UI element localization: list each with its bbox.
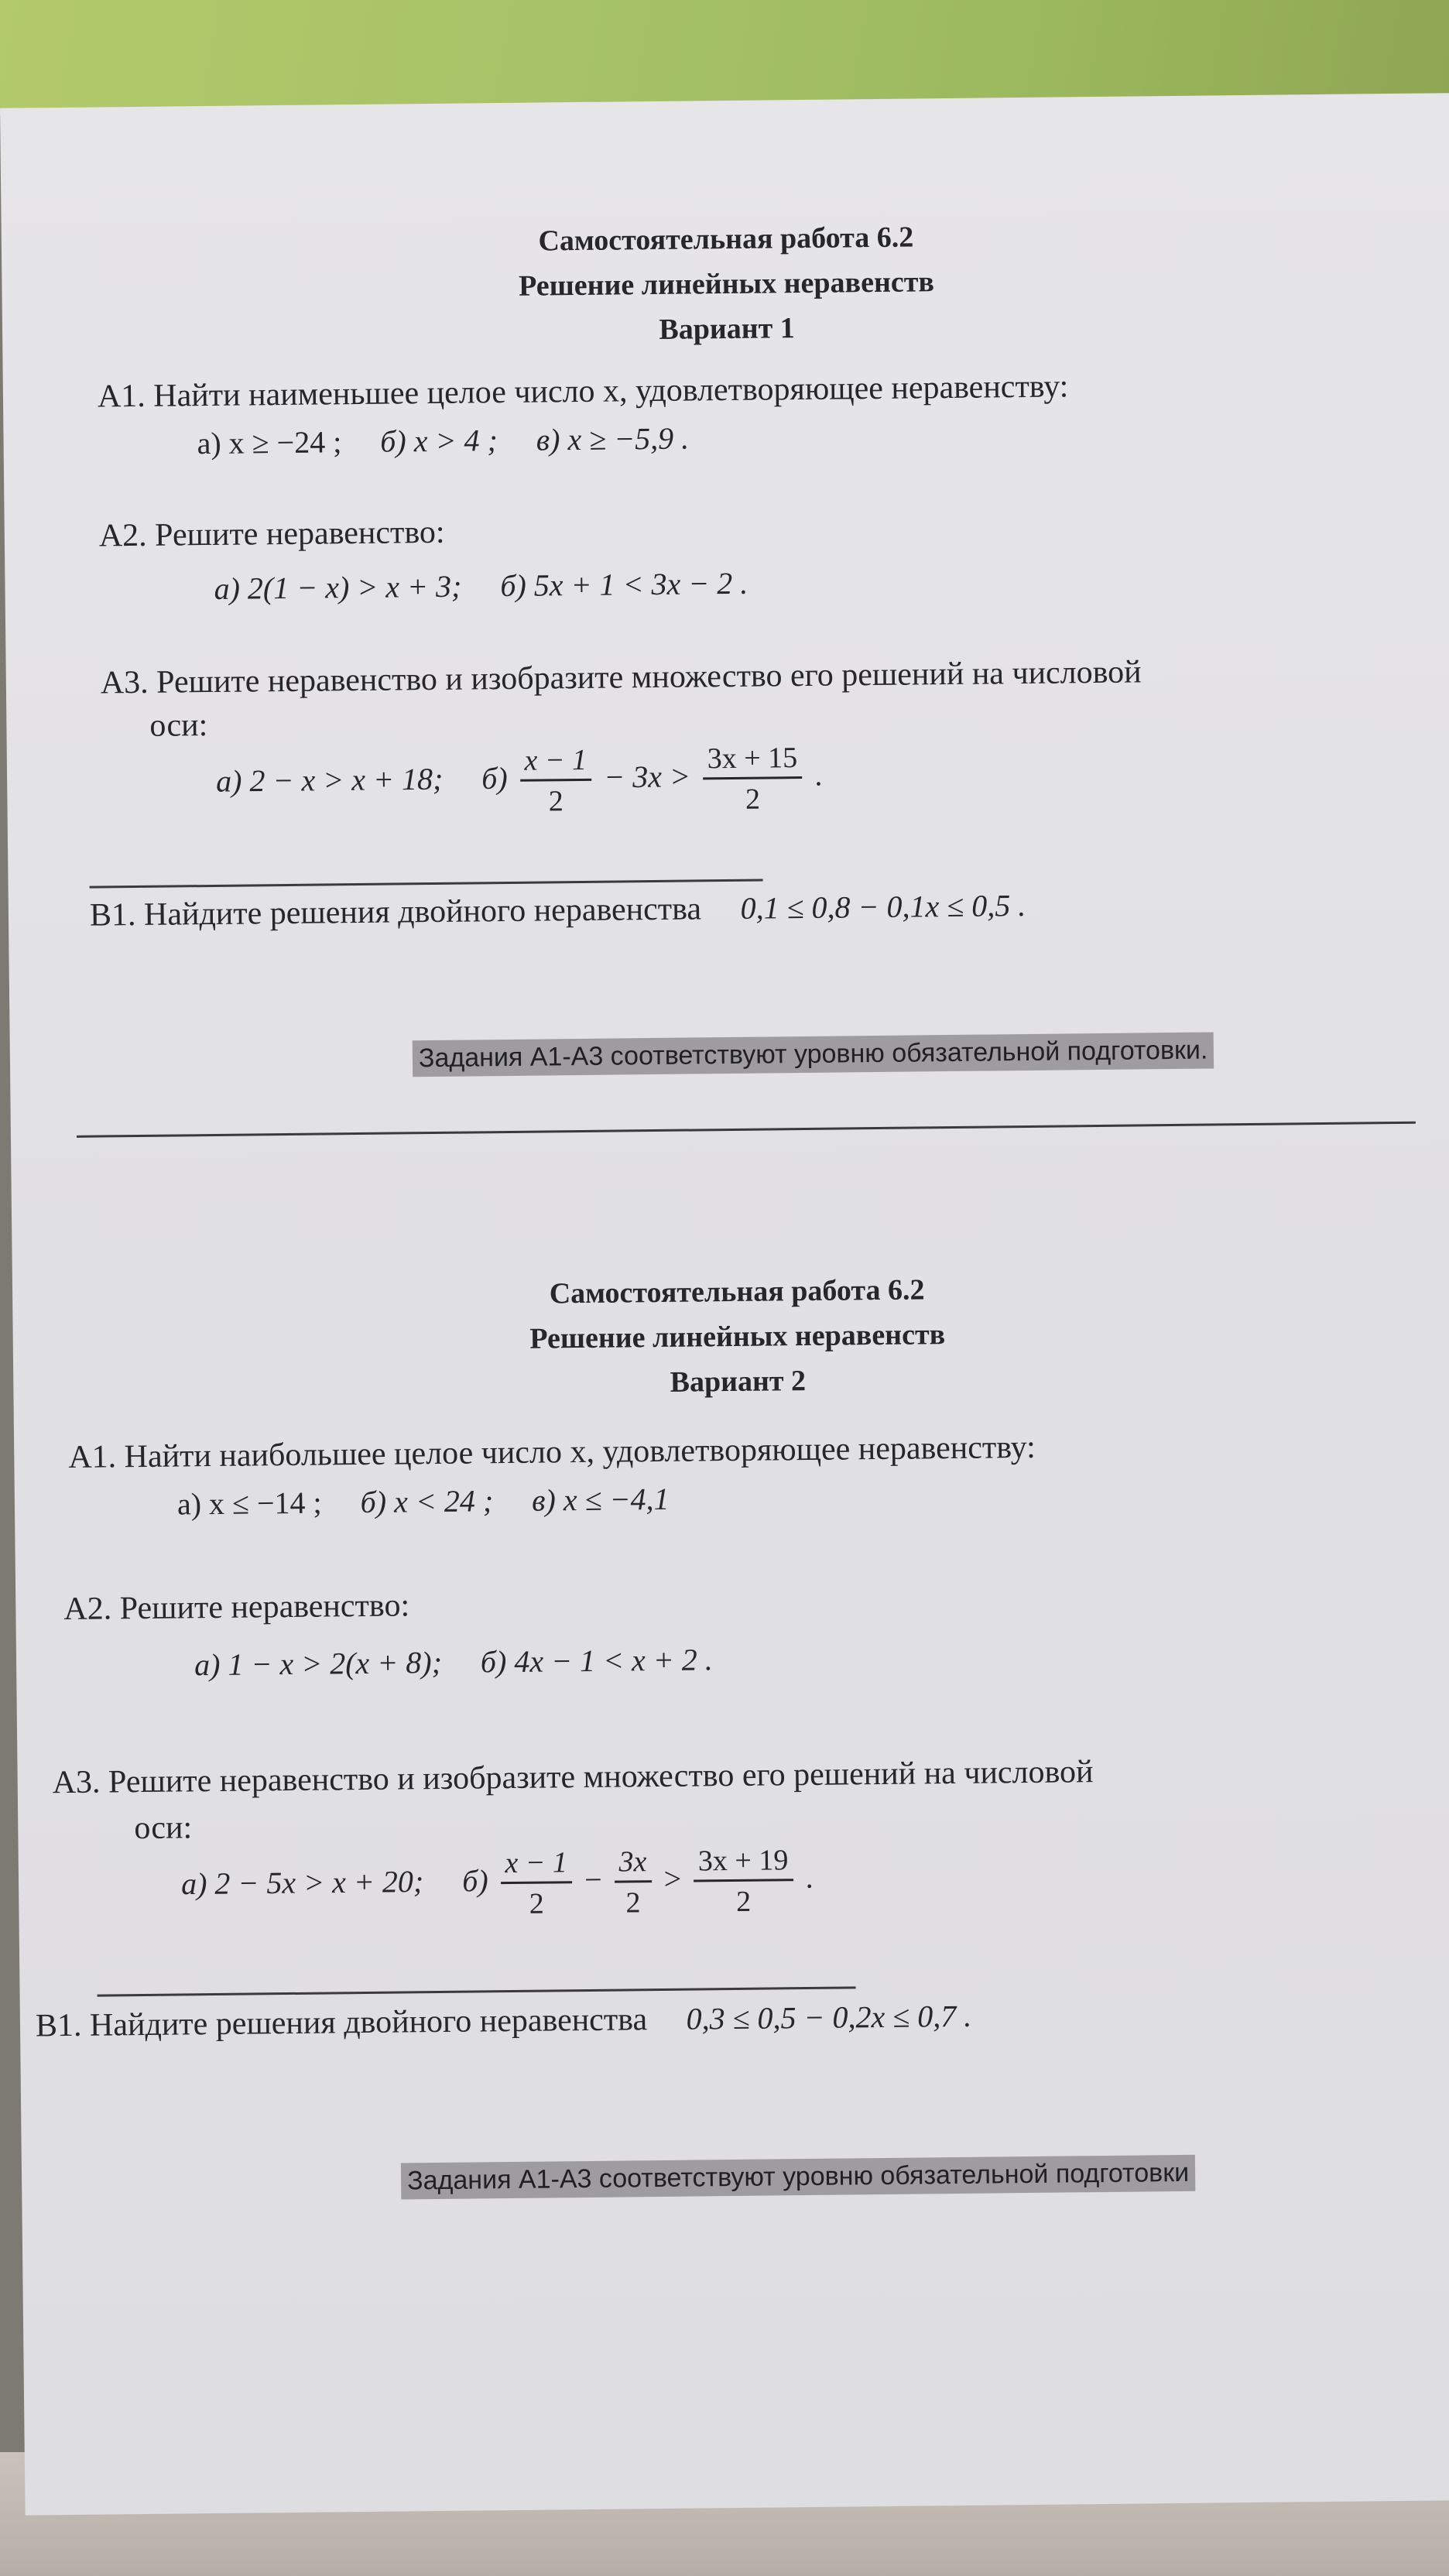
v1-a3-fraction-2	[703, 741, 803, 817]
v2-a3-gt: >	[663, 1861, 682, 1896]
v2-a3-frac3-den: 2	[735, 1885, 752, 1918]
variant-1-block	[2, 209, 1449, 1074]
v2-a3-text-2: оси:	[134, 1810, 193, 1847]
v1-a1-text: А1. Найти наименьшее целое число x, удовлетворяющее неравенству:	[97, 368, 1069, 415]
v2-a3-minus: −	[584, 1862, 602, 1897]
variant-2-header	[12, 1262, 1449, 1412]
v1-b1-expression: 0,1 ≤ 0,8 − 0,1x ≤ 0,5 .	[740, 887, 1026, 926]
v2-a1-option-b: б) x < 24 ;	[360, 1483, 494, 1520]
variant-2-number: Вариант 2	[670, 1364, 807, 1399]
v2-b1-text	[36, 1998, 972, 2045]
v1-a1-option-c: в) x ≥ −5,9 .	[536, 420, 690, 457]
v1-a3-fraction-1	[519, 743, 592, 819]
v1-a3-frac2-den: 2	[745, 783, 761, 816]
v1-a1-option-a: а) x ≥ −24 ;	[197, 424, 342, 461]
variant-2-title: Самостоятельная работа 6.2	[549, 1273, 925, 1310]
v1-a3-middle: − 3x >	[603, 759, 691, 795]
v2-a3-frac3-num: 3x + 19	[694, 1843, 793, 1882]
v2-a3-options	[181, 1843, 814, 1925]
v2-a3-fraction-3	[694, 1843, 793, 1919]
v2-note: Задания А1-А3 соответствуют уровню обязательной подготовки	[401, 2155, 1195, 2200]
v1-a3-frac2-num: 3x + 15	[703, 741, 803, 779]
v1-a3-frac1-num: x − 1	[519, 743, 591, 782]
v2-a3-text: А3. Решите неравенство и изобразите множество его решений на числовой	[52, 1754, 1094, 1801]
v2-a3-frac2-den: 2	[625, 1886, 641, 1920]
v2-a3-fraction-2	[614, 1845, 652, 1920]
v2-a1-option-c: в) x ≤ −4,1	[531, 1481, 670, 1518]
v2-a2-option-a: а) 1 − x > 2(x + 8);	[194, 1644, 443, 1683]
v1-a3-frac1-den: 2	[548, 785, 564, 818]
v1-b1-label: В1. Найдите решения двойного неравенства	[89, 891, 702, 933]
variant-2-subtitle: Решение линейных неравенств	[529, 1318, 946, 1355]
v1-a2-option-a: а) 2(1 − x) > x + 3;	[214, 568, 462, 606]
paper-sheet	[0, 93, 1449, 2515]
v2-a3-frac1-num: x − 1	[500, 1845, 572, 1884]
v1-b1-text	[90, 887, 1026, 934]
v2-a2-option-b: б) 4x − 1 < x + 2 .	[480, 1642, 714, 1680]
v1-a1-options	[197, 420, 689, 462]
variant-1-number: Вариант 1	[659, 312, 796, 346]
v2-a3-end: .	[805, 1859, 814, 1895]
variant-1-title: Самостоятельная работа 6.2	[538, 221, 914, 258]
v2-a1-options	[177, 1481, 670, 1523]
v1-a3-text: А3. Решите неравенство и изобразите множество его решений на числовой	[100, 654, 1142, 701]
variant-1-header	[2, 209, 1449, 359]
variant-2-block	[12, 1262, 1449, 2196]
v1-a3-option-b-label: б)	[481, 760, 508, 796]
v1-a2-option-b: б) 5x + 1 < 3x − 2 .	[500, 565, 748, 604]
v1-a3-options	[216, 741, 823, 822]
v2-a3-frac1-den: 2	[529, 1887, 544, 1920]
v2-a2-options	[194, 1641, 713, 1683]
v1-a2-options	[214, 565, 748, 607]
v2-a1-option-a: а) x ≤ −14 ;	[176, 1485, 322, 1522]
v2-a3-frac2-num: 3x	[614, 1845, 651, 1882]
v2-separator-short	[98, 1986, 856, 1996]
v1-a2-text: А2. Решите неравенство:	[98, 514, 445, 554]
v1-a3-text-2: оси:	[149, 707, 208, 744]
v1-a1-option-b: б) x > 4 ;	[380, 423, 498, 459]
v2-b1-expression: 0,3 ≤ 0,5 − 0,2x ≤ 0,7 .	[686, 1998, 972, 2036]
v1-a3-end: .	[814, 757, 823, 793]
v1-separator-long	[77, 1122, 1416, 1138]
v1-separator-short	[90, 879, 763, 889]
variant-1-subtitle: Решение линейных неравенств	[518, 265, 935, 303]
v2-b1-label: В1. Найдите решения двойного неравенства	[35, 2002, 648, 2044]
v2-a3-option-b-label: б)	[461, 1863, 488, 1899]
v1-note: Задания А1-А3 соответствуют уровню обязательной подготовки.	[413, 1032, 1214, 1077]
v2-a3-option-a: а) 2 − 5x > x + 20;	[180, 1863, 424, 1902]
v2-a3-fraction-1	[500, 1845, 573, 1921]
v1-a3-option-a: а) 2 − x > x + 18;	[215, 761, 444, 799]
v2-a2-text: А2. Решите неравенство:	[63, 1588, 410, 1628]
v2-a1-text: А1. Найти наибольшее целое число x, удовлетворяющее неравенству:	[68, 1429, 1036, 1475]
